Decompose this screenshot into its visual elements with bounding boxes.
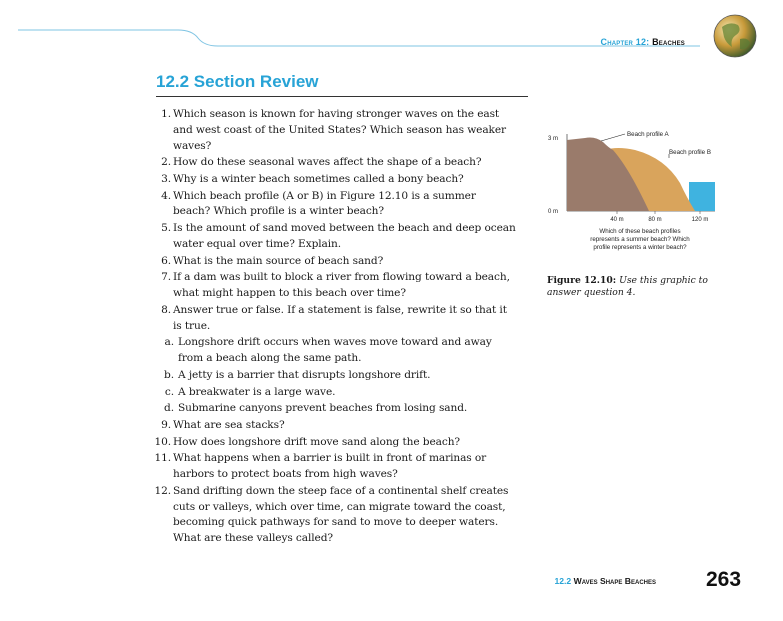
- profile-b-label: Beach profile B: [669, 149, 711, 156]
- question-number: 5.: [161, 222, 171, 235]
- question-line: becoming quick pathways for sand to move to deeper waters.: [173, 516, 499, 529]
- question-line: and west coast of the United States? Which season has weaker: [173, 123, 507, 136]
- question-line: Which beach profile (A or B) in Figure 12.10 is a summer: [173, 189, 476, 202]
- question-number: 10.: [154, 435, 171, 448]
- question-item: [153, 172, 533, 188]
- question-line: Sand drifting down the steep face of a continental shelf creates: [173, 484, 509, 497]
- question-text: [173, 451, 486, 483]
- question-line: what might happen to this beach over time?: [173, 287, 406, 300]
- figure-caption: [547, 275, 737, 299]
- question-line: Answer true or false. If a statement is false, rewrite it so that it: [173, 303, 507, 316]
- sub-question-item: [160, 335, 530, 367]
- question-text: [173, 435, 460, 451]
- question-line: What happens when a barrier is built in front of marinas or: [173, 452, 487, 465]
- header-rule: [0, 0, 783, 70]
- question-text: [173, 221, 516, 253]
- question-line: What are sea stacks?: [173, 419, 285, 431]
- question-line: is true.: [173, 319, 211, 332]
- question-line: Submarine canyons prevent beaches from losing sand.: [178, 402, 468, 415]
- question-item: [153, 107, 533, 154]
- question-text: [178, 401, 467, 417]
- question-line: A jetty is a barrier that disrupts longshore drift.: [178, 368, 431, 381]
- question-line: If a dam was built to block a river from flowing toward a beach,: [173, 271, 510, 284]
- sub-question-item: [160, 368, 530, 384]
- question-number: 7.: [161, 271, 171, 284]
- profile-a-leader: [601, 134, 625, 141]
- question-number: 1.: [161, 108, 171, 120]
- question-line: What are these valleys called?: [173, 532, 333, 545]
- section-title: 12.2 Section Review: [156, 72, 319, 91]
- question-line: water equal over time? Explain.: [173, 237, 342, 250]
- question-text: [173, 303, 507, 335]
- footer-section: [470, 576, 656, 586]
- question-text: [178, 368, 430, 384]
- question-text: [173, 172, 464, 188]
- title-divider: [156, 96, 528, 97]
- question-line: Which season is known for having stronger waves on the east: [173, 108, 500, 120]
- figure-question-line-1: Which of these beach profiles: [599, 228, 681, 235]
- question-text: [173, 418, 285, 434]
- footer-section-title: Waves Shape Beaches: [573, 576, 656, 586]
- question-number: 8.: [161, 303, 171, 316]
- question-item: [153, 221, 533, 253]
- question-number: 4.: [161, 189, 171, 202]
- question-line: waves?: [173, 139, 212, 152]
- question-number: 11.: [154, 452, 171, 465]
- beach-profile-figure: [545, 128, 725, 261]
- question-line: How does longshore drift move sand along the beach?: [173, 435, 461, 448]
- question-item: [153, 435, 533, 451]
- question-item: [153, 189, 533, 221]
- question-number: 9.: [161, 419, 171, 431]
- question-text: [173, 107, 506, 154]
- question-line: What is the main source of beach sand?: [173, 254, 384, 267]
- question-text: [173, 270, 510, 302]
- question-line: from a beach along the same path.: [178, 352, 362, 365]
- question-number: 6.: [161, 254, 171, 267]
- figure-question-line-3: profile represents a winter beach?: [593, 244, 687, 251]
- question-item: [153, 418, 533, 434]
- question-item: [153, 303, 533, 335]
- question-item: [153, 484, 533, 547]
- question-line: Is the amount of sand moved between the beach and deep ocean: [173, 222, 516, 235]
- question-number: 12.: [154, 484, 171, 497]
- page-number: 263: [706, 568, 742, 591]
- question-item: [153, 254, 533, 270]
- figure-question-line-2: represents a summer beach? Which: [590, 236, 690, 243]
- question-line: beach? Which profile is a winter beach?: [173, 205, 384, 218]
- globe-icon: [712, 13, 758, 59]
- chapter-title: Beaches: [652, 37, 685, 47]
- question-item: [153, 451, 533, 483]
- question-number: 2.: [161, 156, 171, 169]
- question-item: [153, 155, 533, 171]
- question-number: c.: [164, 385, 174, 398]
- x-tick-label: 120 m: [691, 217, 709, 223]
- profile-a-label: Beach profile A: [627, 131, 669, 138]
- question-text: [173, 155, 481, 171]
- y-top-label: 3 m: [548, 136, 559, 142]
- question-text: [178, 335, 492, 367]
- sub-question-item: [160, 385, 530, 401]
- question-line: A breakwater is a large wave.: [178, 385, 336, 398]
- question-line: How do these seasonal waves affect the shape of a beach?: [173, 156, 482, 169]
- question-line: cuts or valleys, which over time, can migrate toward the coast,: [173, 500, 506, 513]
- question-number: b.: [164, 368, 174, 381]
- chapter-heading: [520, 37, 685, 47]
- footer-section-number: 12.2: [554, 576, 572, 586]
- water-area: [689, 182, 715, 211]
- question-number: d.: [164, 402, 174, 415]
- figure-caption-text: Use this graphic to answer question 4.: [547, 275, 708, 298]
- chapter-label: Chapter 12:: [600, 37, 650, 47]
- x-tick-label: 40 m: [610, 217, 624, 223]
- sub-question-item: [160, 401, 530, 417]
- figure-caption-label: Figure 12.10:: [547, 275, 617, 286]
- question-text: [173, 484, 508, 547]
- question-line: Longshore drift occurs when waves move toward and away: [178, 336, 492, 349]
- question-text: [173, 254, 383, 270]
- question-text: [173, 189, 476, 221]
- question-line: Why is a winter beach sometimes called a bony beach?: [173, 173, 464, 185]
- question-item: [153, 270, 533, 302]
- question-number: a.: [164, 336, 174, 349]
- question-line: harbors to protect boats from high waves?: [173, 468, 398, 481]
- question-number: 3.: [161, 173, 171, 185]
- question-text: [178, 385, 335, 401]
- y-bottom-label: 0 m: [548, 209, 559, 215]
- x-tick-label: 80 m: [648, 217, 662, 223]
